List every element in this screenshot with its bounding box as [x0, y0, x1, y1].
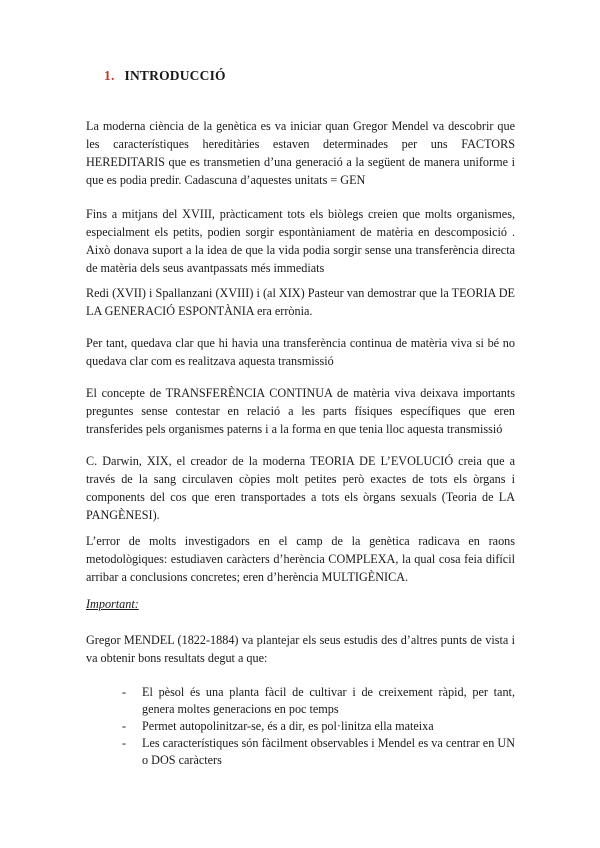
paragraph-mendel: Gregor MENDEL (1822-1884) va plantejar els seus estudis des d’altres punts de vista i va obtenir bons resultats degut a que:: [86, 633, 515, 665]
paragraph-darwin: C. Darwin, XIX, el creador de la moderna TEORIA DE L’EVOLUCIÓ creia que a través de la sang circulaven còpies molt petites però exactes de tots els òrgans i components del cos que eren transportades a tots els òrgans sexuals (Teoria de LA PANGÈNESI).: [86, 454, 515, 522]
list-item: [86, 684, 515, 718]
mendel-reasons-list: [86, 684, 515, 769]
important-label: Important:: [86, 597, 139, 611]
section-title: INTRODUCCIÓ: [124, 68, 226, 83]
bullet-dash: -: [122, 685, 127, 699]
bullet-dash: -: [122, 736, 127, 750]
list-item-text: El pèsol és una planta fàcil de cultivar i de creixement ràpid, per tant, genera moltes generacions en poc temps: [142, 685, 515, 716]
paragraph-spontaneous-generation: Fins a mitjans del XVIII, pràcticament tots els biòlegs creien que molts organismes, especialment els petits, podien sorgir espontàniament de matèria en descomposició . Això donava suport a la idea de que la vida podia sorgir sense una transferència directa de matèria dels seus avantpassats més immediats: [86, 207, 515, 275]
section-number: 1.: [104, 68, 115, 83]
list-item-text: Les característiques són fàcilment observables i Mendel es va centrar en UN o DOS caràcters: [142, 736, 515, 767]
paragraph-genetics-intro: La moderna ciència de la genètica es va iniciar quan Gregor Mendel va descobrir que les característiques hereditàries estaven determinades per uns FACTORS HEREDITARIS que es transmetien d’una generació a la següent de manera uniforme i que es podia predir. Cadascuna d’aquestes unitats = GEN: [86, 119, 515, 187]
paragraph-redi-pasteur: Redi (XVII) i Spallanzani (XVIII) i (al XIX) Pasteur van demostrar que la TEORIA DE LA GENERACIÓ ESPONTÀNIA era errònia.: [86, 286, 515, 318]
list-item: [86, 718, 515, 735]
paragraph-continuous-transfer: Per tant, quedava clar que hi havia una transferència continua de matèria viva si bé no quedava clar com es realitzava aquesta transmissió: [86, 336, 515, 368]
list-item-text: Permet autopolinitzar-se, és a dir, es pol·linitza ella mateixa: [142, 719, 434, 733]
list-item: [86, 735, 515, 769]
bullet-dash: -: [122, 719, 127, 733]
paragraph-error: L’error de molts investigadors en el camp de la genètica radicava en raons metodològiques: estudiaven caràcters d’herència COMPLEXA, la qual cosa feia difícil arribar a conclusions concretes; eren d’herència MULTIGÈNICA.: [86, 534, 515, 584]
section-heading: [104, 68, 226, 84]
paragraph-concept-transfer: El concepte de TRANSFERÈNCIA CONTINUA de matèria viva deixava importants preguntes sense contestar en relació a les parts físiques específiques que eren transferides pels organismes paterns i a la forma en que tenia lloc aquesta transmissió: [86, 386, 515, 436]
